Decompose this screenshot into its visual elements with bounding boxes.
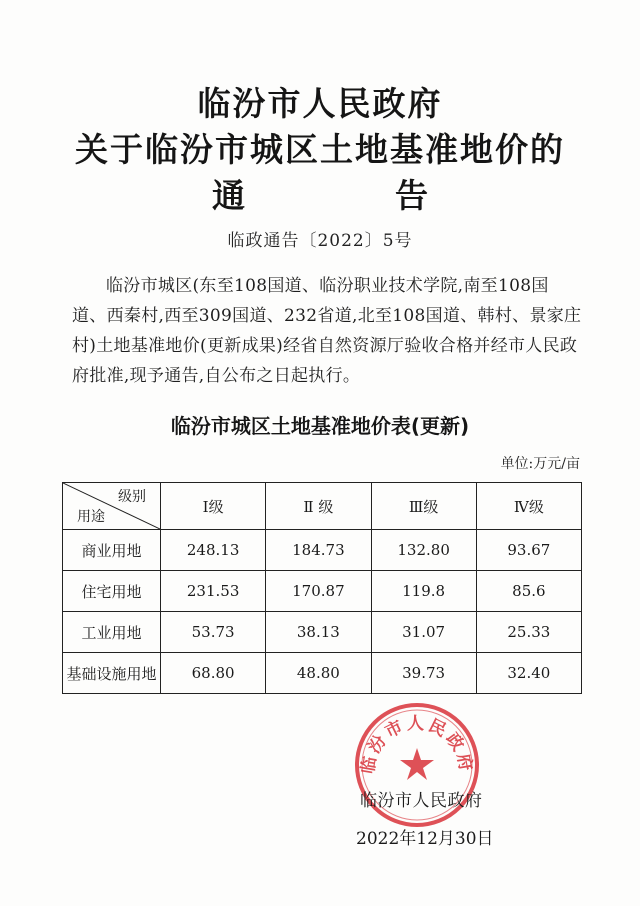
column-header: Ⅳ级 bbox=[476, 483, 581, 530]
table-row bbox=[63, 653, 582, 694]
issuer-title: 临汾市人民政府 bbox=[197, 84, 443, 123]
corner-label-grade: 级别 bbox=[118, 489, 146, 505]
notice-title-char-1: 通 bbox=[212, 176, 245, 215]
notice-title-char-2: 告 bbox=[395, 176, 428, 215]
table-cell: 31.07 bbox=[371, 612, 476, 653]
table-cell: 248.13 bbox=[161, 530, 266, 571]
notice-title bbox=[0, 170, 640, 217]
document-number: 临政通告〔2022〕5号 bbox=[227, 231, 413, 251]
row-label: 住宅用地 bbox=[63, 571, 161, 612]
row-label: 基础设施用地 bbox=[63, 653, 161, 694]
column-header: Ⅱ 级 bbox=[266, 483, 371, 530]
column-header: Ⅲ级 bbox=[371, 483, 476, 530]
land-price-table bbox=[62, 482, 582, 694]
notice-body: 临汾市城区(东至108国道、临汾职业技术学院,南至108国道、西秦村,西至309国道、232省道,北至108国道、韩村、景家庄村)土地基准地价(更新成果)经省自然资源厅验收合格并经市人民政府批准,现予通告,自公布之日起执行。 bbox=[72, 276, 582, 386]
seal-text: 临汾市人民政府 bbox=[358, 714, 476, 776]
corner-label-use: 用途 bbox=[77, 509, 105, 525]
table-row bbox=[63, 612, 582, 653]
table-cell: 48.80 bbox=[266, 653, 371, 694]
seal-star-icon bbox=[400, 748, 434, 780]
table-cell: 119.8 bbox=[371, 571, 476, 612]
table-row bbox=[63, 530, 582, 571]
table-cell: 85.6 bbox=[476, 571, 581, 612]
table-corner-cell bbox=[63, 483, 161, 530]
table-cell: 39.73 bbox=[371, 653, 476, 694]
subject-title: 关于临汾市城区土地基准地价的 bbox=[75, 130, 565, 169]
table-cell: 38.13 bbox=[266, 612, 371, 653]
table-cell: 184.73 bbox=[266, 530, 371, 571]
signature-date: 2022年12月30日 bbox=[356, 829, 494, 849]
table-cell: 231.53 bbox=[161, 571, 266, 612]
table-title: 临汾市城区土地基准地价表(更新) bbox=[170, 414, 470, 438]
table-cell: 68.80 bbox=[161, 653, 266, 694]
table-cell: 132.80 bbox=[371, 530, 476, 571]
table-unit: 单位:万元/亩 bbox=[500, 456, 580, 472]
row-label: 工业用地 bbox=[63, 612, 161, 653]
table-cell: 53.73 bbox=[161, 612, 266, 653]
table-cell: 32.40 bbox=[476, 653, 581, 694]
table-row bbox=[63, 571, 582, 612]
table-cell: 170.87 bbox=[266, 571, 371, 612]
table-header-row bbox=[63, 483, 582, 530]
signatory-org: 临汾市人民政府 bbox=[360, 791, 483, 811]
table-cell: 93.67 bbox=[476, 530, 581, 571]
row-label: 商业用地 bbox=[63, 530, 161, 571]
table-cell: 25.33 bbox=[476, 612, 581, 653]
column-header: Ⅰ级 bbox=[161, 483, 266, 530]
